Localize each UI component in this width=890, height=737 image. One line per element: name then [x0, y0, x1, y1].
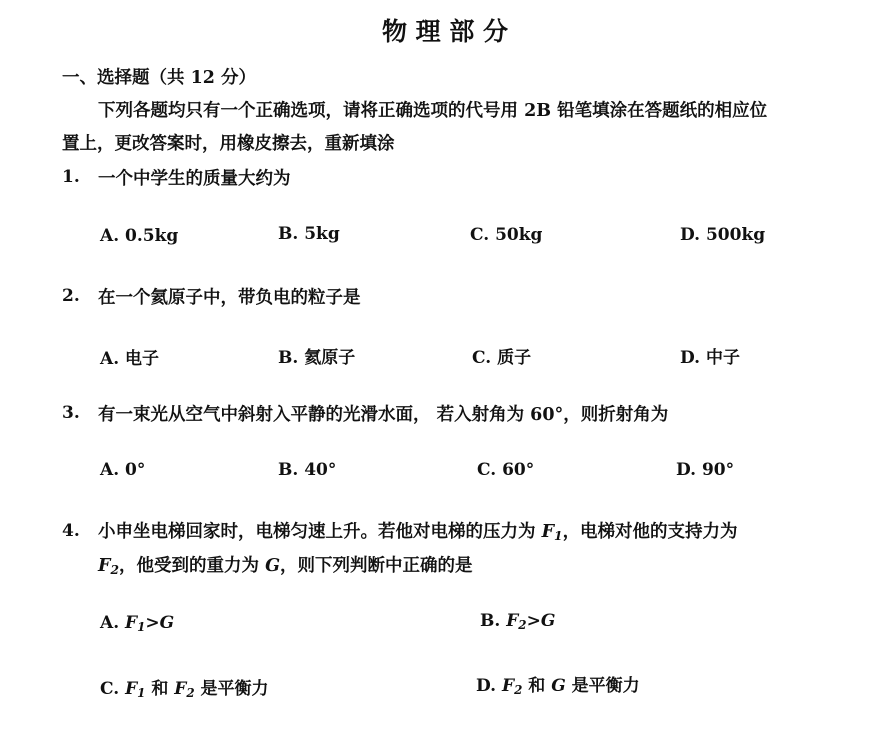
question-4-option-a[interactable]: A. $F_1>G$	[100, 613, 175, 634]
question-4-stem-text-a: 小申坐电梯回家时，电梯匀速上升。若他对电梯的压力为	[98, 522, 542, 542]
question-1-stem: 一个中学生的质量大约为	[98, 169, 291, 189]
question-3-number: 3.	[62, 403, 80, 423]
question-3-option-d[interactable]: D. 90°	[676, 460, 735, 480]
question-4-option-b[interactable]: B. $F_2>G$	[480, 611, 556, 632]
question-1-option-b[interactable]: B. 5kg	[278, 224, 340, 244]
question-2-stem: 在一个氦原子中，带负电的粒子是	[98, 288, 361, 308]
question-1-number: 1.	[62, 167, 80, 187]
question-1-option-c[interactable]: C. 50kg	[470, 225, 543, 245]
instruction-line-1: 下列各题均只有一个正确选项，请将正确选项的代号用 2B 铅笔填涂在答题纸的相应位	[98, 101, 768, 121]
question-3-stem: 有一束光从空气中斜射入平静的光滑水面， 若入射角为 60°，则折射角为	[98, 405, 669, 425]
question-3-option-a[interactable]: A. 0°	[100, 460, 146, 480]
question-1-option-a[interactable]: A. 0.5kg	[100, 226, 179, 246]
question-4-stem-text-b: ，电梯对他的支持力为	[562, 522, 738, 542]
question-4-number: 4.	[62, 521, 80, 541]
question-3-option-b[interactable]: B. 40°	[278, 460, 337, 480]
question-3-option-c[interactable]: C. 60°	[477, 460, 535, 480]
question-2-option-d[interactable]: D. 中子	[680, 348, 740, 368]
page-title: 物 理 部 分	[381, 17, 509, 46]
question-2-option-a[interactable]: A. 电子	[100, 349, 160, 369]
question-4-option-d[interactable]: D. $F_2$ 和 G 是平衡力	[476, 676, 640, 697]
question-2-number: 2.	[62, 286, 80, 306]
question-4-option-c[interactable]: C. $F_1$ 和 $F_2$ 是平衡力	[100, 679, 269, 700]
question-2-option-c[interactable]: C. 质子	[472, 348, 532, 368]
question-2-option-b[interactable]: B. 氦原子	[278, 348, 356, 368]
instruction-line-2: 置上，更改答案时，用橡皮擦去，重新填涂	[62, 134, 395, 154]
question-4-stem-line-2: $F_2$，他受到的重力为 G，则下列判断中正确的是	[98, 556, 473, 578]
question-1-option-d[interactable]: D. 500kg	[680, 225, 766, 245]
section-heading: 一、选择题（共 12 分）	[62, 68, 257, 88]
question-4-stem-line-1: 小申坐电梯回家时，电梯匀速上升。若他对电梯的压力为 $F_1$，电梯对他的支持力为	[98, 522, 738, 544]
